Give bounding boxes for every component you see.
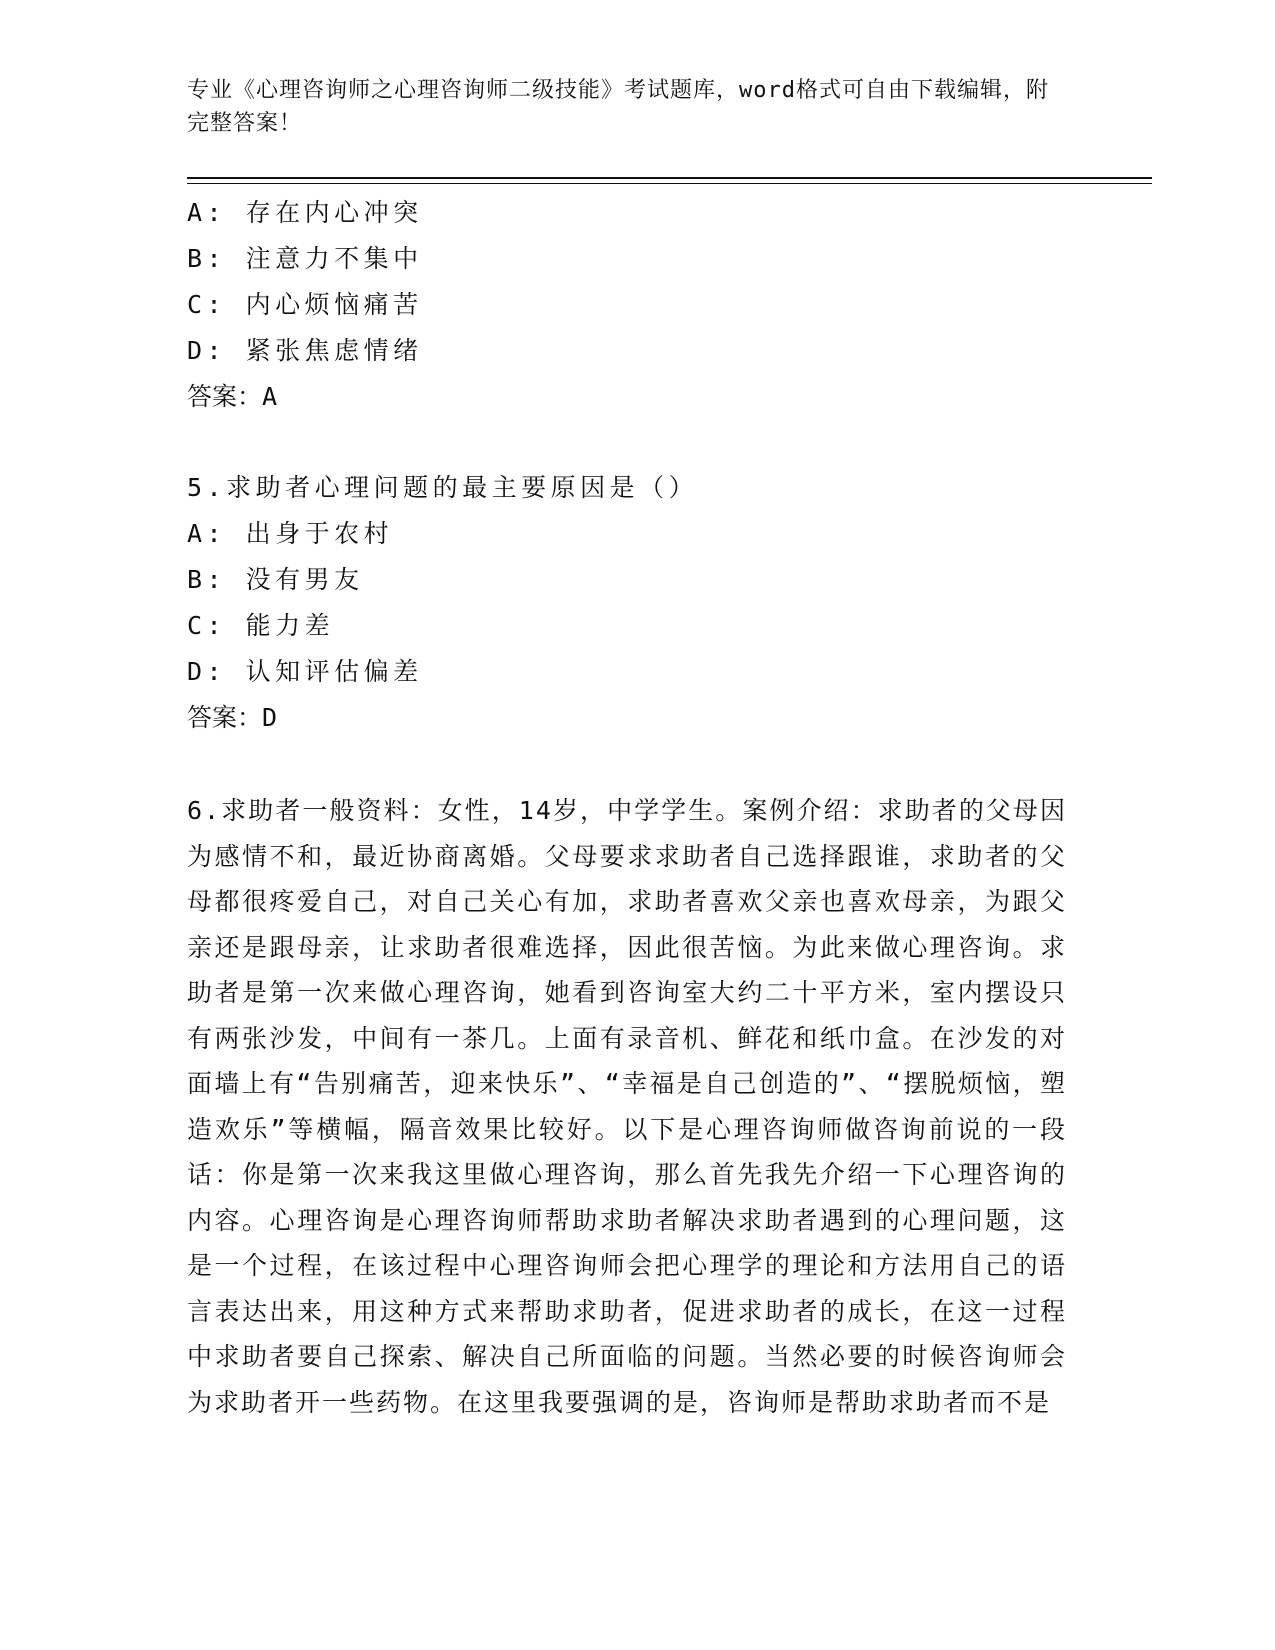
q5-question: 5.求助者心理问题的最主要原因是（） <box>187 473 699 502</box>
q4-option-c: C: 内心烦恼痛苦 <box>187 290 423 319</box>
q5-option-b: B: 没有男友 <box>187 565 364 594</box>
q4-option-d: D: 紧张焦虑情绪 <box>187 336 423 365</box>
page-header: 专业《心理咨询师之心理咨询师二级技能》考试题库，word格式可自由下载编辑，附完整答案！ <box>187 78 1049 136</box>
q4-option-a: A: 存在内心冲突 <box>187 198 423 227</box>
q5-answer-value: D <box>262 703 278 732</box>
question-6-block <box>187 788 1067 1425</box>
header-rule-thin <box>187 183 1152 184</box>
q4-answer-label: 答案： <box>187 382 263 411</box>
q4-option-b: B: 注意力不集中 <box>187 244 423 273</box>
question-4-block <box>187 190 1067 420</box>
q5-answer <box>187 695 1067 741</box>
q5-option-d: D: 认知评估偏差 <box>187 657 423 686</box>
q4-answer-value: A <box>262 382 278 411</box>
q6-question: 6.求助者一般资料：女性，14岁，中学学生。案例介绍：求助者的父母因为感情不和，最近协商离婚。父母要求求助者自己选择跟谁，求助者的父母都很疼爱自己，对自己关心有加，求助者喜欢父亲也喜欢母亲，为跟父亲还是跟母亲，让求助者很难选择，因此很苦恼。为此来做心理咨询。求助者是第一次来做心理咨询，她看到咨询室大约二十平方米，室内摆设只有两张沙发，中间有一茶几。上面有录音机、鲜花和纸巾盒。在沙发的对面墙上有“告别痛苦，迎来快乐”、“幸福是自己创造的”、“摆脱烦恼，塑造欢乐”等横幅，隔音效果比较好。以下是心理咨询师做咨询前说的一段话：你是第一次来我这里做心理咨询，那么首先我先介绍一下心理咨询的内容。心理咨询是心理咨询师帮助求助者解决求助者遇到的心理问题，这是一个过程，在该过程中心理咨询师会把心理学的理论和方法用自己的语言表达出来，用这种方式来帮助求助者，促进求助者的成长，在这一过程中求助者要自己探索、解决自己所面临的问题。当然必要的时候咨询师会为求助者开一些药物。在这里我要强调的是，咨询师是帮助求助者而不是 <box>187 796 1067 1417</box>
q5-answer-label: 答案： <box>187 703 263 732</box>
header-rule-thick <box>187 177 1152 179</box>
q4-answer <box>187 374 1067 420</box>
q5-option-c: C: 能力差 <box>187 611 335 640</box>
document-body <box>187 190 1067 1425</box>
question-5-block <box>187 465 1067 741</box>
q5-option-a: A: 出身于农村 <box>187 519 394 548</box>
